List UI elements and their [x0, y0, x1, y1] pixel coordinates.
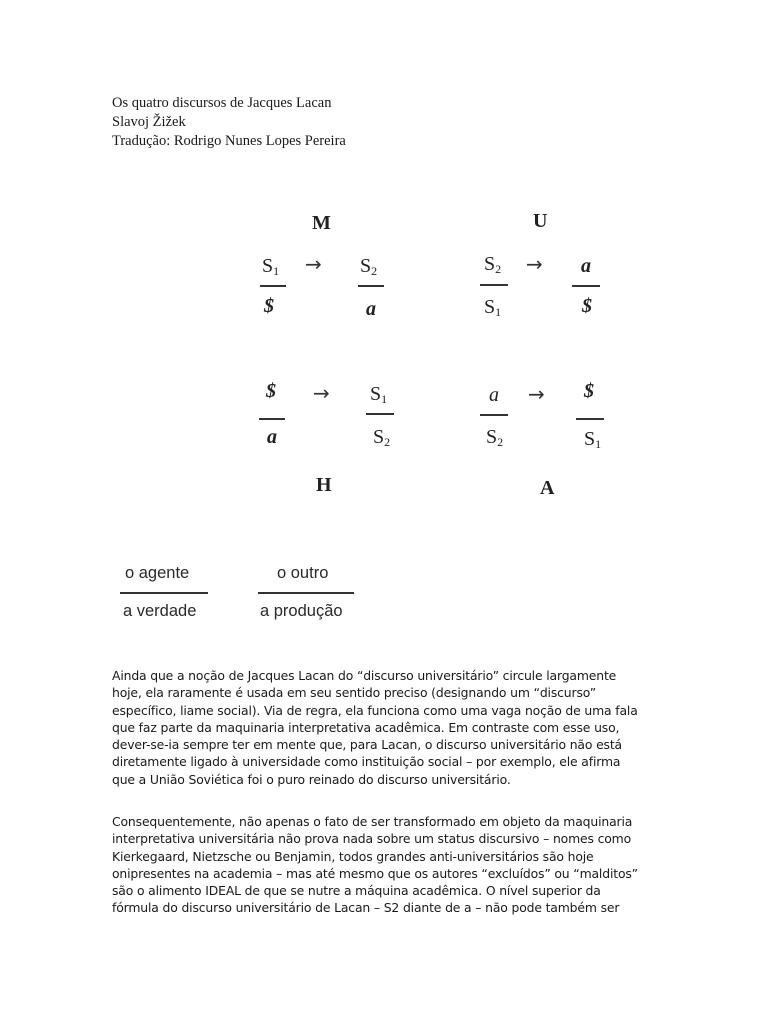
document-author: Slavoj Žižek — [112, 114, 186, 130]
discourse-label-u: U — [533, 210, 548, 232]
legend-right-bar — [258, 592, 354, 594]
text-line: Consequentemente, não apenas o fato de ser transformado em objeto da maquinaria — [112, 814, 633, 829]
text-line: fórmula do discurso universitário de Lacan – S2 diante de a – não pode também ser — [112, 900, 620, 916]
h-right-bar — [366, 413, 394, 415]
text-line: Ainda que a noção de Jacques Lacan do “discurso universitário” circule largamente — [112, 668, 617, 683]
text-line: específico, liame social). Via de regra, ela funciona como uma vaga noção de uma fala — [112, 702, 638, 718]
text-line: hoje, ela raramente é usada em seu sentido preciso (designando um “discurso” — [112, 685, 597, 701]
document-header — [112, 94, 346, 151]
u-arrow-icon: → — [526, 252, 543, 276]
h-left-bar — [259, 418, 285, 420]
text-line: diretamente ligado à universidade como instituição social – por exemplo, ele afirma — [112, 754, 621, 770]
text-line: que faz parte da maquinaria interpretativa acadêmica. Em contraste com esse uso, — [112, 719, 620, 735]
h-arrow-icon: → — [313, 381, 330, 405]
m-top-left: $S_1$ — [262, 255, 280, 278]
m-bottom-left: $ — [264, 295, 274, 317]
m-right-bar — [358, 285, 384, 287]
text-line: Kierkegaard, Nietzsche ou Benjamin, todos grandes anti-universitários são hoje — [112, 848, 594, 864]
m-bottom-right: a — [366, 298, 376, 320]
u-bottom-right: $ — [582, 295, 592, 317]
a-top-right: $ — [584, 380, 594, 402]
legend-other: o outro — [277, 564, 329, 582]
u-top-left: $S_2$ — [484, 253, 502, 276]
text-line: interpretativa universitária não prova nada sobre um status discursivo – nomes como — [112, 831, 632, 847]
h-bottom-left: a — [267, 426, 277, 448]
a-bottom-left: $S_2$ — [486, 426, 504, 449]
m-arrow-icon: → — [305, 252, 322, 276]
a-arrow-icon: → — [528, 382, 545, 406]
legend-truth: a verdade — [123, 602, 197, 620]
h-top-left: $ — [266, 380, 276, 402]
document-title: Os quatro discursos de Jacques Lacan — [112, 95, 332, 111]
document-translator: Tradução: Rodrigo Nunes Lopes Pereira — [112, 133, 346, 149]
h-bottom-right: $S_2$ — [373, 426, 391, 449]
legend-left-bar — [120, 592, 208, 594]
u-top-right: a — [581, 255, 591, 277]
text-line: são o alimento IDEAL de que se nutre a máquina acadêmica. O nível superior da — [112, 883, 601, 899]
legend-production: a produção — [260, 602, 343, 620]
a-left-bar — [480, 414, 508, 416]
m-left-bar — [260, 285, 286, 287]
paragraph-2 — [112, 813, 672, 917]
discourse-label-a: A — [540, 477, 555, 499]
discourse-label-m: M — [312, 212, 331, 234]
text-line: dever-se-ia sempre ter em mente que, para Lacan, o discurso universitário não está — [112, 737, 622, 753]
u-right-bar — [572, 285, 600, 287]
a-right-bar — [576, 418, 604, 420]
text-line: que a União Soviética foi o puro reinado do discurso universitário. — [112, 771, 511, 787]
discourse-label-h: H — [316, 474, 332, 496]
h-top-right: $S_1$ — [370, 383, 388, 406]
a-bottom-right: $S_1$ — [584, 428, 602, 451]
u-bottom-left: $S_1$ — [484, 296, 502, 319]
text-line: onipresentes na academia – mas até mesmo que os autores “excluídos” ou “malditos” — [112, 865, 638, 881]
m-top-right: $S_2$ — [360, 255, 378, 278]
a-top-left: a — [489, 384, 499, 406]
paragraph-1 — [112, 667, 672, 788]
u-left-bar — [480, 284, 508, 286]
legend-agent: o agente — [125, 564, 190, 582]
